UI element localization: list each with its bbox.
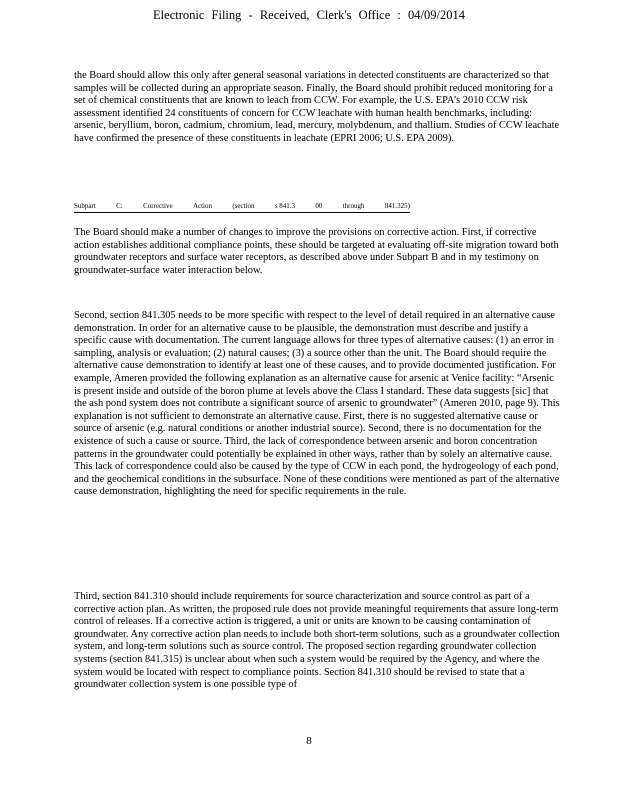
subpart-section-end: 841.325) (384, 202, 410, 210)
subpart-title-corrective: Corrective (143, 202, 173, 210)
subpart-c-heading (74, 202, 410, 213)
page-number: 8 (306, 735, 312, 747)
subpart-section-number: s 841.3 (274, 202, 296, 210)
paragraph-alternative-cause: Second, section 841.305 needs to be more specific with respect to the level of detail required in an alternative cause demonstration. In order for an alternative cause to be plausible, the demonstration must describe and justify a specific cause with documentation. The current language allows for three types of alternative causes: (1) an error in sampling, analysis or evaluation; (2) natural causes; (3) a source other than the unit. The Board should require the alternative cause demonstration to identify at least one of these causes, and to provide documented justification. For example, Ameren provided the following explanation as an alternative cause for arsenic at Venice facility: “Arsenic is present inside and outside of the boron plume at levels above the Class I standard. These data suggests [sic] that the ash pond system does not contribute a significant source of arsenic to groundwater” (Ameren 2010, page 9). This explanation is not sufficient to demonstrate an alternative cause. First, there is no suggested alternative cause or source of arsenic (e.g. natural conditions or another industrial source). Second, there is no documentation for the existence of such a cause or source. Third, the lack of correspondence between arsenic and boron concentration patterns in the groundwater could potentially be explained in other ways, rather than by solely an alternative cause. This lack of correspondence could also be caused by the type of CCW in each pond, the hydrogeology of each pond, and the geochemical conditions in the subsurface. None of these conditions were mentioned as part of the alternative cause demonstration, highlighting the need for specific requirements in the rule. (74, 310, 560, 498)
paragraph-corrective-action-intro: The Board should make a number of changes to improve the provisions on corrective action. First, if corrective action establishes additional compliance points, these should be targeted at evaluating off-site migration toward both groundwater receptors and surface water receptors, as described above under Subpart B and in my testimony on groundwater-surface water interaction below. (74, 227, 559, 276)
subpart-section-open: (section (232, 202, 255, 210)
subpart-section-suffix: 00 (315, 202, 323, 210)
paragraph-monitoring: the Board should allow this only after general seasonal variations in detected constituents are characterized so that samples will be collected during an appropriate season. Finally, the Board should prohibit reduced monitoring for a set of chemical constituents that are known to leach from CCW. For example, the U.S. EPA’s 2010 CCW risk assessment identified 24 constituents of concern for CCW leachate with human health benchmarks, including: arsenic, beryllium, boron, cadmium, chromium, lead, mercury, molybdenum, and thallium. Studies of CCW leachate have confirmed the presence of these constituents in leachate (EPRI 2006; U.S. EPA 2009). (74, 70, 560, 144)
subpart-label: Subpart (74, 202, 96, 210)
subpart-letter: C: (116, 202, 123, 210)
filing-header: Electronic Filing - Received, Clerk's Office : 04/09/2014 (153, 8, 465, 22)
subpart-through: through (342, 202, 365, 210)
subpart-title-action: Action (192, 202, 212, 210)
paragraph-source-control: Third, section 841.310 should include requirements for source characterization and source control as part of a corrective action plan. As written, the proposed rule does not provide meaningful requirements that assure long-term control of releases. If a corrective action is triggered, a unit or units are known to be causing contamination of groundwater. Any corrective action plan needs to include both short-term solutions, such as a groundwater collection system, and long-term solutions such as source control. The proposed section regarding groundwater collection systems (section 841.315) is unclear about when such a system would be required by the Agency, and where the system would be located with respect to compliance points. Section 841.310 should be revised to state that a groundwater collection system is one possible type of (74, 591, 560, 691)
